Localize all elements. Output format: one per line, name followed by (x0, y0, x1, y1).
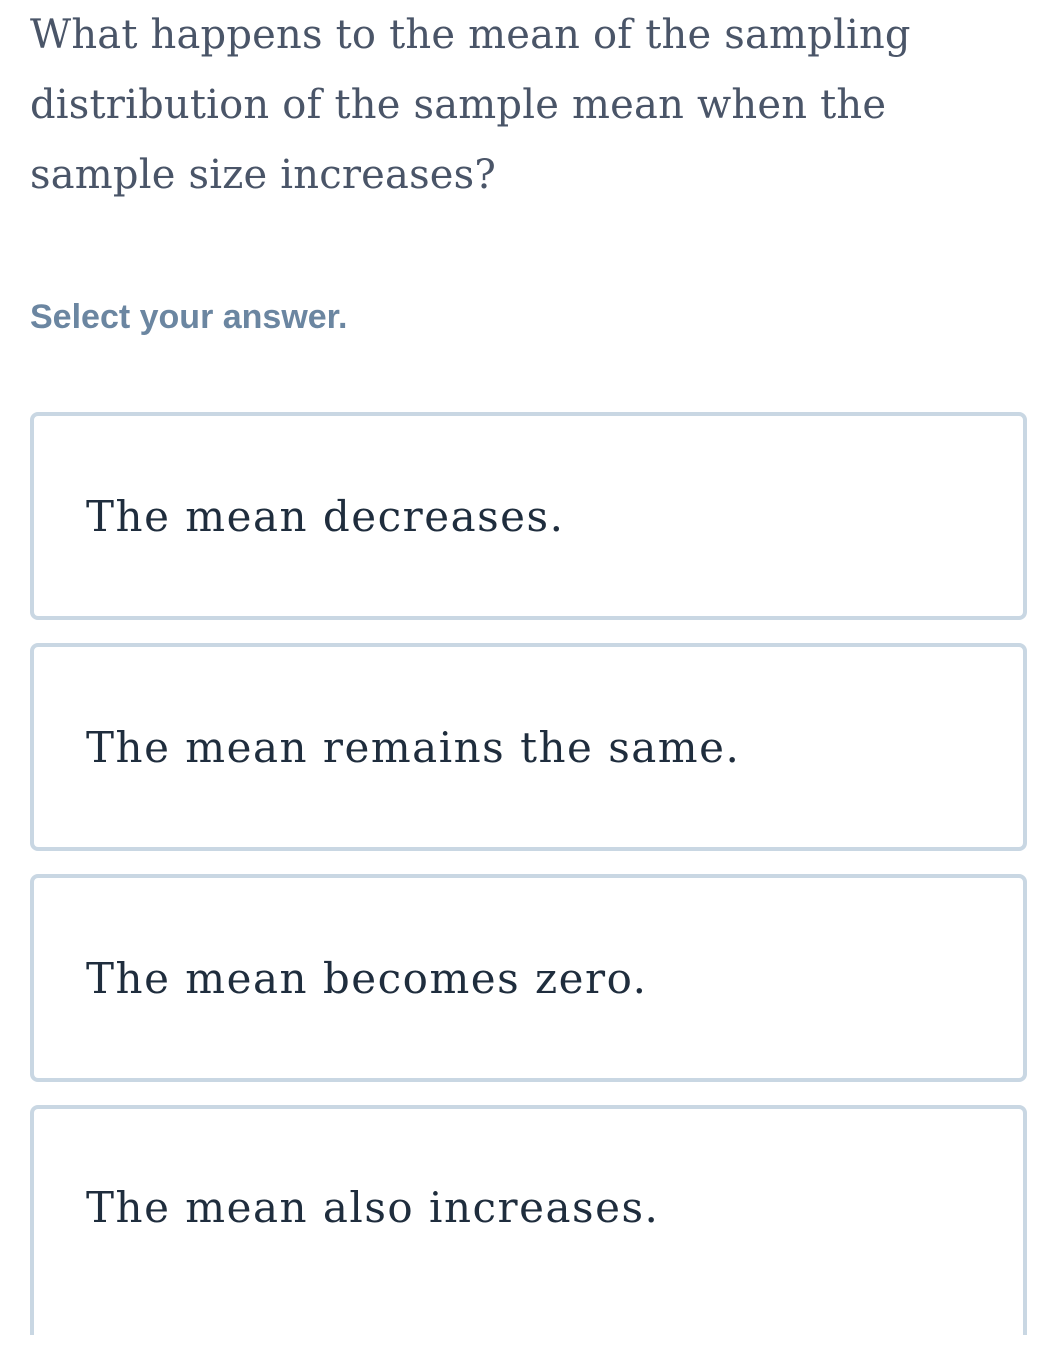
question-text: What happens to the mean of the sampling distribution of the sample mean when the sample size increases? (30, 12, 911, 198)
instruction-text: Select your answer. (30, 298, 348, 336)
answer-option-label: The mean becomes zero. (86, 953, 648, 1003)
answer-option-1[interactable] (30, 412, 1027, 620)
answer-option-label: The mean also increases. (86, 1183, 660, 1232)
answer-option-2[interactable] (30, 643, 1027, 851)
answer-option-label: The mean decreases. (86, 491, 565, 541)
answer-options (30, 412, 1027, 1358)
answer-option-label: The mean remains the same. (86, 722, 741, 772)
answer-option-3[interactable] (30, 874, 1027, 1082)
answer-option-4[interactable] (30, 1105, 1027, 1335)
